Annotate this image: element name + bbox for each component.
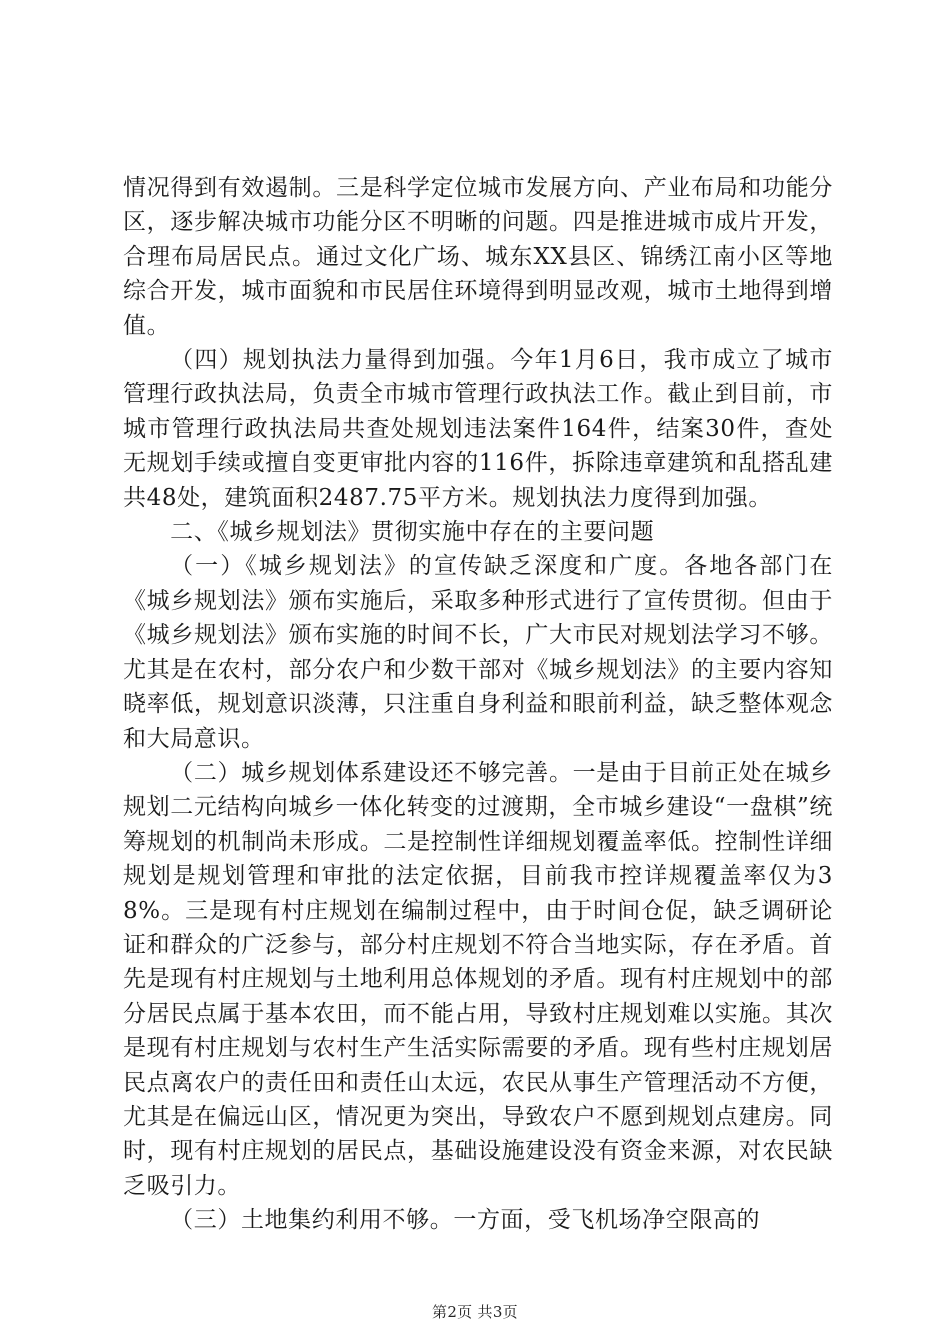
document-body [123, 171, 833, 1238]
paragraph-3: （一）《城乡规划法》的宣传缺乏深度和广度。各地各部门在《城乡规划法》颁布实施后，采取多种形式进行了宣传贯彻。但由于《城乡规划法》颁布实施的时间不长，广大市民对规划法学习不够。尤其是在农村，部分农户和少数干部对《城乡规划法》的主要内容知晓率低，规划意识淡薄，只注重自身利益和眼前利益，缺乏整体观念和大局意识。 [123, 553, 833, 752]
section-heading: 二、《城乡规划法》贯彻实施中存在的主要问题 [170, 519, 655, 546]
paragraph-4: （二）城乡规划体系建设还不够完善。一是由于目前正处在城乡规划二元结构向城乡一体化转变的过渡期，全市城乡建设“一盘棋”统筹规划的机制尚未形成。二是控制性详细规划覆盖率低。控制性详细规划是规划管理和审批的法定依据，目前我市控详规覆盖率仅为38%。三是现有村庄规划在编制过程中，由于时间仓促，缺乏调研论证和群众的广泛参与，部分村庄规划不符合当地实际，存在矛盾。首先是现有村庄规划与土地利用总体规划的矛盾。现有村庄规划中的部分居民点属于基本农田，而不能占用，导致村庄规划难以实施。其次是现有村庄规划与农村生产生活实际需要的矛盾。现有些村庄规划居民点离农户的责任田和责任山太远，农民从事生产管理活动不方便，尤其是在偏远山区，情况更为突出，导致农户不愿到规划点建房。同时，现有村庄规划的居民点，基础设施建设没有资金来源，对农民缺乏吸引力。 [123, 759, 833, 1199]
paragraph-1: 情况得到有效遏制。三是科学定位城市发展方向、产业布局和功能分区，逐步解决城市功能分区不明晰的问题。四是推进城市成片开发，合理布局居民点。通过文化广场、城东XX县区、锦绣江南小区等地综合开发，城市面貌和市民居住环境得到明显改观，城市土地得到增值。 [123, 175, 833, 339]
page-number-footer: 第2页 共3页 [432, 1303, 518, 1321]
paragraph-5: （三）土地集约利用不够。一方面，受飞机场净空限高的 [170, 1207, 761, 1234]
paragraph-2: （四）规划执法力量得到加强。今年1月6日，我市成立了城市管理行政执法局，负责全市城市管理行政执法工作。截止到目前，市城市管理行政执法局共查处规划违法案件164件，结案30件，查处无规划手续或擅自变更审批内容的116件，拆除违章建筑和乱搭乱建共48处，建筑面积2487.75平方米。规划执法力度得到加强。 [123, 347, 833, 511]
